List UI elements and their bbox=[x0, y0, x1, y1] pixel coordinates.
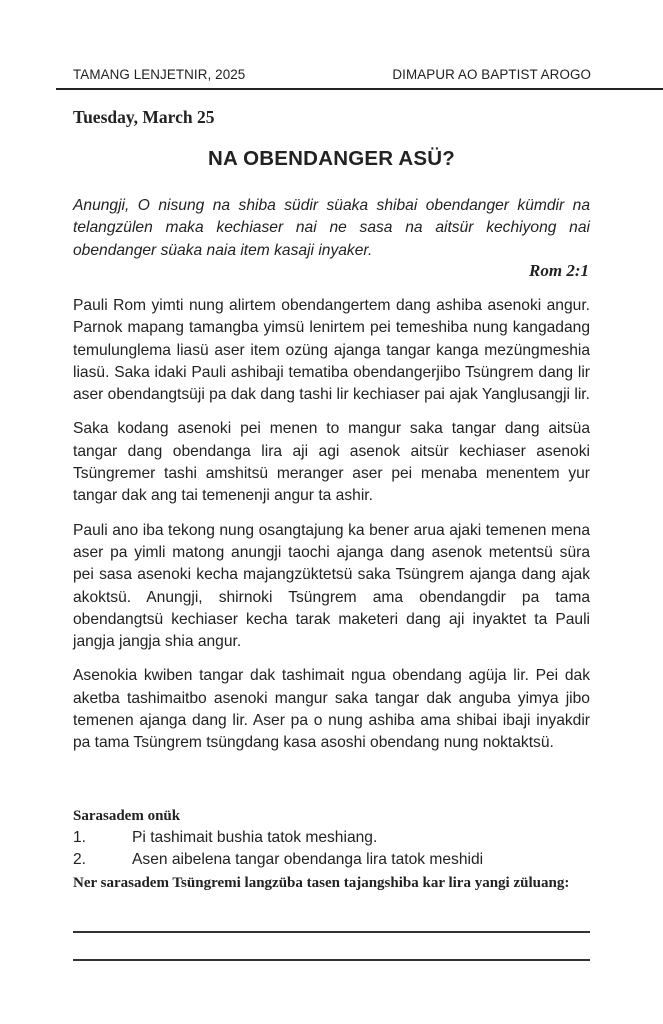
body-paragraph: Saka kodang asenoki pei menen to mangur saka tangar dang aitsüa tangar dang obendanga lira aji agi asenok aitsür kechiaser asenoki Tsüngremer tashi amshitsü meranger aser pei menaba menentem yur tangar dak ang tai temenenji angur ta ashir. bbox=[73, 420, 590, 505]
devotion-date: Tuesday, March 25 bbox=[73, 107, 215, 127]
reflection-item bbox=[73, 849, 590, 871]
scripture-reference: Rom 2:1 bbox=[529, 261, 589, 280]
header-publisher: DIMAPUR AO BAPTIST AROGO bbox=[392, 67, 591, 82]
reflection-item bbox=[73, 827, 590, 849]
body-paragraph: Asenokia kwiben tangar dak tashimait ngua obendang agüja lir. Pei dak aketba tashimaitbo asenoki mangur saka tangar dak anguba yimya jibo temenen ajanga dang lir. Aser pa o nung ashiba ama shibai ibaji inyakdir pa tama Tsüngrem tsüngdang kasa asoshi obendang nung noktaktsü. bbox=[73, 667, 590, 752]
header-divider bbox=[56, 88, 663, 90]
reflection-text: Asen aibelena tangar obendanga lira tatok meshidi bbox=[132, 851, 484, 868]
devotion-body bbox=[73, 295, 590, 767]
devotion-title: NA OBENDANGER ASÜ? bbox=[208, 147, 455, 170]
scripture-verse: Anungji, O nisung na shiba südir süaka shibai obendanger kümdir na telangzülen maka kechiaser nai ne sasa na aitsür kechiyong nai obendanger süaka naia item kasaji inyaker. bbox=[73, 197, 590, 259]
body-paragraph: Pauli ano iba tekong nung osangtajung ka bener arua ajaki temenen mena aser pa yimli matong anungji taochi ajanga dang asenok metentsü süra pei sasa asenoki kecha majangzüktetsü saka Tsüngrem ajanga dang ajak akoktsü. Anungji, shirnoki Tsüngrem ama obendangdir pa tama obendangtsü kechiaser kecha tarak maketeri dang aji inyaktet ta Pauli jangja jangja shia angur. bbox=[73, 521, 590, 651]
header-publication: TAMANG LENJETNIR, 2025 bbox=[73, 67, 246, 82]
running-header bbox=[73, 67, 591, 82]
body-paragraph: Pauli Rom yimti nung alirtem obendangertem dang ashiba asenoki angur. Parnok mapang tamangba yimsü lenirtem pei temeshiba nung kangadang temulunglema liasü aser item ozüng ajanga tangar kanga mezüngmeshia liasü. Saka idaki Pauli ashibaji tematiba obendangerjibo Tsüngrem dang lir aser obendangtsüji pa dak dang tashi lir kechiaser pai ajak Yanglusangji lir. bbox=[73, 297, 590, 404]
reflection-number: 2. bbox=[73, 851, 87, 868]
prayer-prompt: Ner sarasadem Tsüngremi langzüba tasen tajangshiba kar lira yangi züluang: bbox=[73, 875, 570, 891]
reflection-number: 1. bbox=[73, 829, 87, 846]
reflection-heading: Sarasadem onük bbox=[73, 808, 181, 824]
writing-line bbox=[73, 959, 590, 961]
reflection-list bbox=[73, 827, 590, 871]
writing-line bbox=[73, 931, 590, 933]
reflection-text: Pi tashimait bushia tatok meshiang. bbox=[132, 829, 378, 846]
